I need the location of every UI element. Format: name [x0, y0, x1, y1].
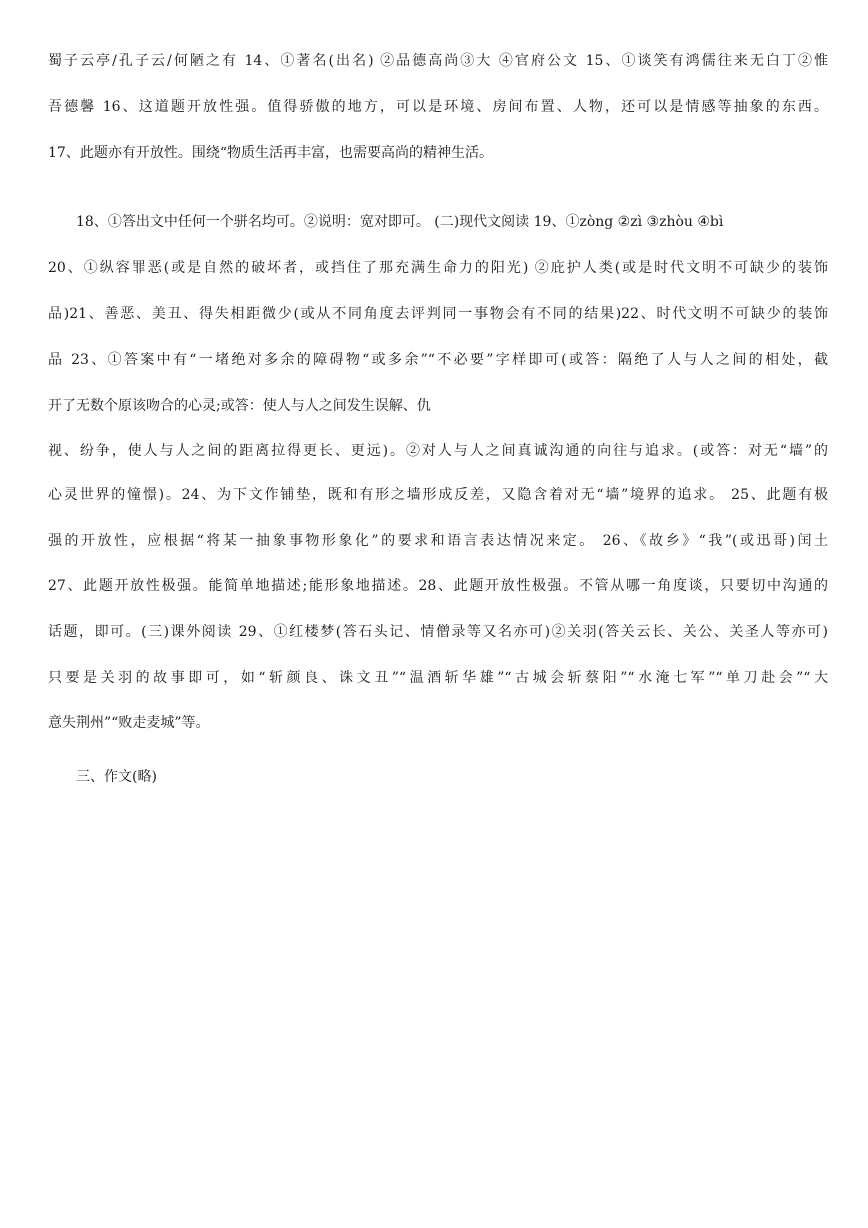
text-line: 20、①纵容罪恶(或是自然的破坏者，或挡住了那充满生命力的阳光) ②庇护人类(或是时代文明不可缺少的装饰: [48, 260, 828, 276]
text-line: 强的开放性，应根据“将某一抽象事物形象化”的要求和语言表达情况来定。 26、《故乡》“我”(或迅哥)闰土: [48, 533, 828, 549]
text-line: 开了无数个原该吻合的心灵;或答：使人与人之间发生误解、仇: [48, 398, 431, 414]
text-line: 27、此题开放性极强。能简单地描述;能形象地描述。28、此题开放性极强。不管从哪一角度谈，只要切中沟通的: [48, 578, 828, 594]
text-line: 17、此题亦有开放性。围绕“物质生活再丰富，也需要高尚的精神生活。: [48, 145, 493, 161]
text-line: 心灵世界的憧憬)。24、为下文作铺垫，既和有形之墙形成反差，又隐含着对无“墙”境界的追求。 25、此题有极: [48, 487, 828, 503]
text-line: 意失荆州”“败走麦城”等。: [48, 715, 210, 731]
text-line: 视、纷争，使人与人之间的距离拉得更长、更远)。②对人与人之间真诚沟通的向往与追求。(或答：对无“墙”的: [48, 443, 828, 459]
text-line: 只要是关羽的故事即可，如“斩颜良、诛文丑”“温酒斩华雄”“古城会斩蔡阳”“水淹七军”“单刀赴会”“大: [48, 670, 828, 686]
text-line: 话题，即可。(三)课外阅读 29、①红楼梦(答石头记、情僧录等又名亦可)②关羽(答关云长、关公、关圣人等亦可): [48, 624, 828, 640]
text-line: 品)21、善恶、美丑、得失相距微少(或从不同角度去评判同一事物会有不同的结果)22、时代文明不可缺少的装饰: [48, 306, 828, 322]
text-line: 蜀子云亭/孔子云/何陋之有 14、①著名(出名) ②品德高尚③大 ④官府公文 15、①谈笑有鸿儒往来无白丁②惟: [48, 53, 828, 69]
text-line: 18、①答出文中任何一个骈名均可。②说明：宽对即可。 (二)现代文阅读 19、①zòng ②zì ③zhòu ④bì: [76, 214, 724, 230]
text-line: 吾德馨 16、这道题开放性强。值得骄傲的地方，可以是环境、房间布置、人物，还可以是情感等抽象的东西。: [48, 99, 828, 115]
text-line: 品 23、①答案中有“一堵绝对多余的障碍物“或多余”“不必要”字样即可(或答：隔绝了人与人之间的相处，截: [48, 352, 828, 368]
section-heading: 三、作文(略): [76, 769, 157, 785]
